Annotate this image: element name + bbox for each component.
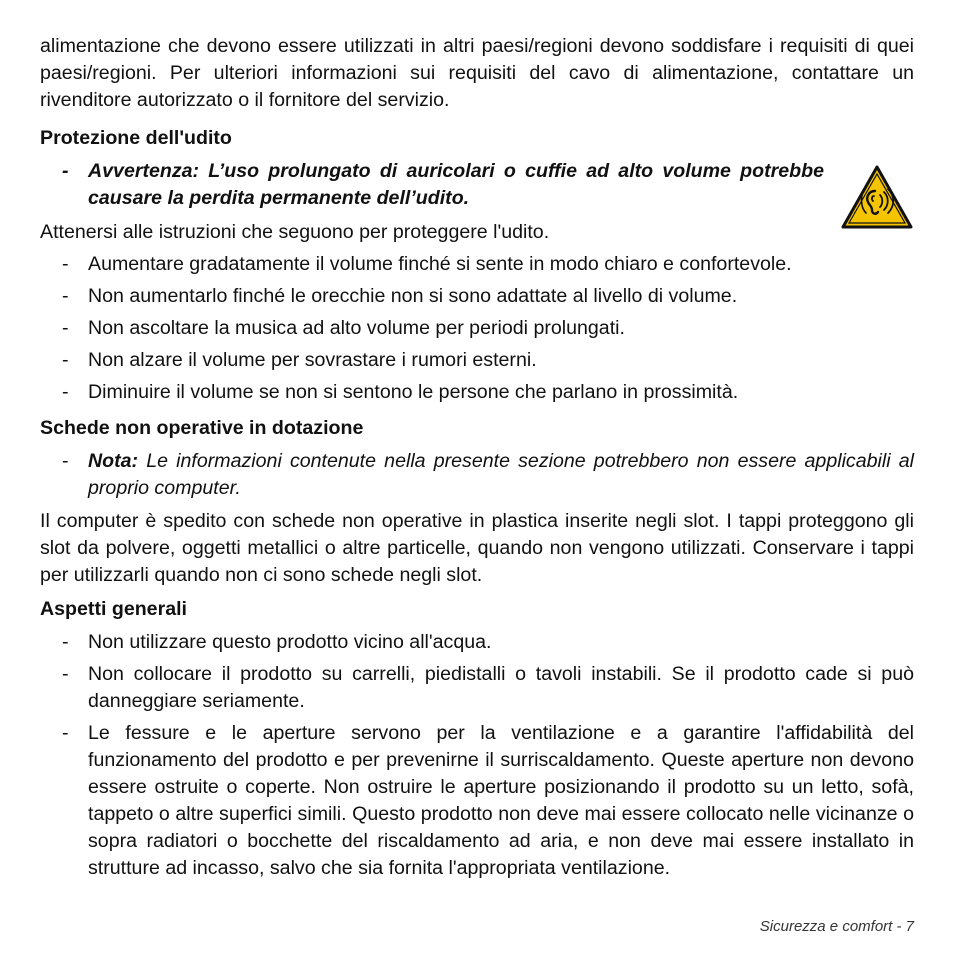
heading-hearing-protection: Protezione dell'udito bbox=[40, 127, 232, 149]
list-item-text: Non alzare il volume per sovrastare i rumori esterni. bbox=[88, 349, 537, 371]
warning-dash: - bbox=[62, 160, 69, 182]
list-item-text: Non utilizzare questo prodotto vicino all'acqua. bbox=[88, 631, 492, 653]
note-text-wrapper bbox=[88, 448, 914, 502]
list-item-text: Non ascoltare la musica ad alto volume per periodi prolungati. bbox=[88, 317, 625, 339]
list-item-text: Aumentare gradatamente il volume finché si sente in modo chiaro e confortevole. bbox=[88, 253, 792, 275]
document-page: alimentazione che devono essere utilizzati in altri paesi/regioni devono soddisfare i requisiti di quei paesi/regioni. Per ulteriori informazioni sui requisiti del cavo di alimentazione, contattare un rivenditore autorizzato o il fornitore del servizio. Protezione dell'udito - Avvertenza: L’uso prolungato di auricolari o cuffie ad alto volume potrebbe causare la perdita permanente dell’udito. Attenersi alle istruzioni che seguono per proteggere l'udito. - Aumentare gradatamente il volume finché si sente in modo chiaro e confortevole. - Non aumentarlo finché le orecchie non si sono adattate al livello di volume. - Non ascoltare la musica ad alto volume per periodi prolungati. - Non alzare il volume per sovrastare i rumori esterni. - Diminuire il volume se non si sentono le persone che parlano in prossimità. Schede non operative in dotazione - Nota: Le informazioni contenute nella presente sezione potrebbero non essere applicabili al proprio computer. Il computer è spedito con schede non operative in plastica inserite negli slot. I tappi proteggono gli slot da polvere, oggetti metallici o altre particelle, quando non vengono utilizzati. Conservare i tappi per utilizzarli quando non ci sono schede negli slot. Aspetti generali - Non utilizzare questo prodotto vicino all'acqua. - Non collocare il prodotto su carrelli, piedistalli o tavoli instabili. Se il prodotto cade si può danneggiare seriamente. - Le fessure e le aperture servono per la ventilazione e a garantire l'affidabilità del funzionamento del prodotto e per prevenirne il surriscaldamento. Queste aperture non devono essere ostruite o coperte. Non ostruire le aperture posizionando il prodotto su un letto, sofà, tappeto o altre superfici simili. Questo prodotto non deve mai essere collocato nelle vicinanze o sopra radiatori o bocchette del riscaldamento ad aria, e non deve mai essere installato in strutture ad incasso, salvo che sia fornita l'appropriata ventilazione. Sicurezza e comfort - 7 bbox=[40, 35, 914, 935]
list-item-text: Non collocare il prodotto su carrelli, piedistalli o tavoli instabili. Se il prodotto cade si può danneggiare seriamente. bbox=[88, 663, 914, 712]
warning-text: Avvertenza: L’uso prolungato di auricolari o cuffie ad alto volume potrebbe causare la perdita permanente dell’udito. bbox=[88, 160, 824, 209]
intro-paragraph: alimentazione che devono essere utilizzati in altri paesi/regioni devono soddisfare i requisiti di quei paesi/regioni. Per ulteriori informazioni sui requisiti del cavo di alimentazione, contattare un rivenditore autorizzato o il fornitore del servizio. bbox=[40, 35, 914, 111]
list-item-text: Le fessure e le aperture servono per la ventilazione e a garantire l'affidabilità del funzionamento del prodotto e per prevenirne il surriscaldamento. Queste aperture non devono essere ostruite o coperte. Non ostruire le aperture posizionando il prodotto su un letto, sofà, tappeto o altre superfici simili. Questo prodotto non deve mai essere collocato nelle vicinanze o sopra radiatori o bocchette del riscaldamento ad aria, e non deve mai essere installato in strutture ad incasso, salvo che sia fornita l'appropriata ventilazione. bbox=[88, 722, 914, 879]
list-item-text: Diminuire il volume se non si sentono le persone che parlano in prossimità. bbox=[88, 381, 739, 403]
hearing-instructions: Attenersi alle istruzioni che seguono per proteggere l'udito. bbox=[40, 221, 550, 243]
cards-body: Il computer è spedito con schede non operative in plastica inserite negli slot. I tappi proteggono gli slot da polvere, oggetti metallici o altre particelle, quando non vengono utilizzati. Conservare i tappi per utilizzarli quando non ci sono schede negli slot. bbox=[40, 510, 914, 586]
page-footer: Sicurezza e comfort - 7 bbox=[759, 918, 914, 935]
heading-general-aspects: Aspetti generali bbox=[40, 598, 187, 620]
note-text: Le informazioni contenute nella presente sezione potrebbero non essere applicabili al proprio computer. bbox=[88, 450, 914, 499]
list-item-text: Non aumentarlo finché le orecchie non si sono adattate al livello di volume. bbox=[88, 285, 738, 307]
note-label: Nota: bbox=[88, 450, 139, 472]
heading-non-operative-cards: Schede non operative in dotazione bbox=[40, 417, 364, 439]
